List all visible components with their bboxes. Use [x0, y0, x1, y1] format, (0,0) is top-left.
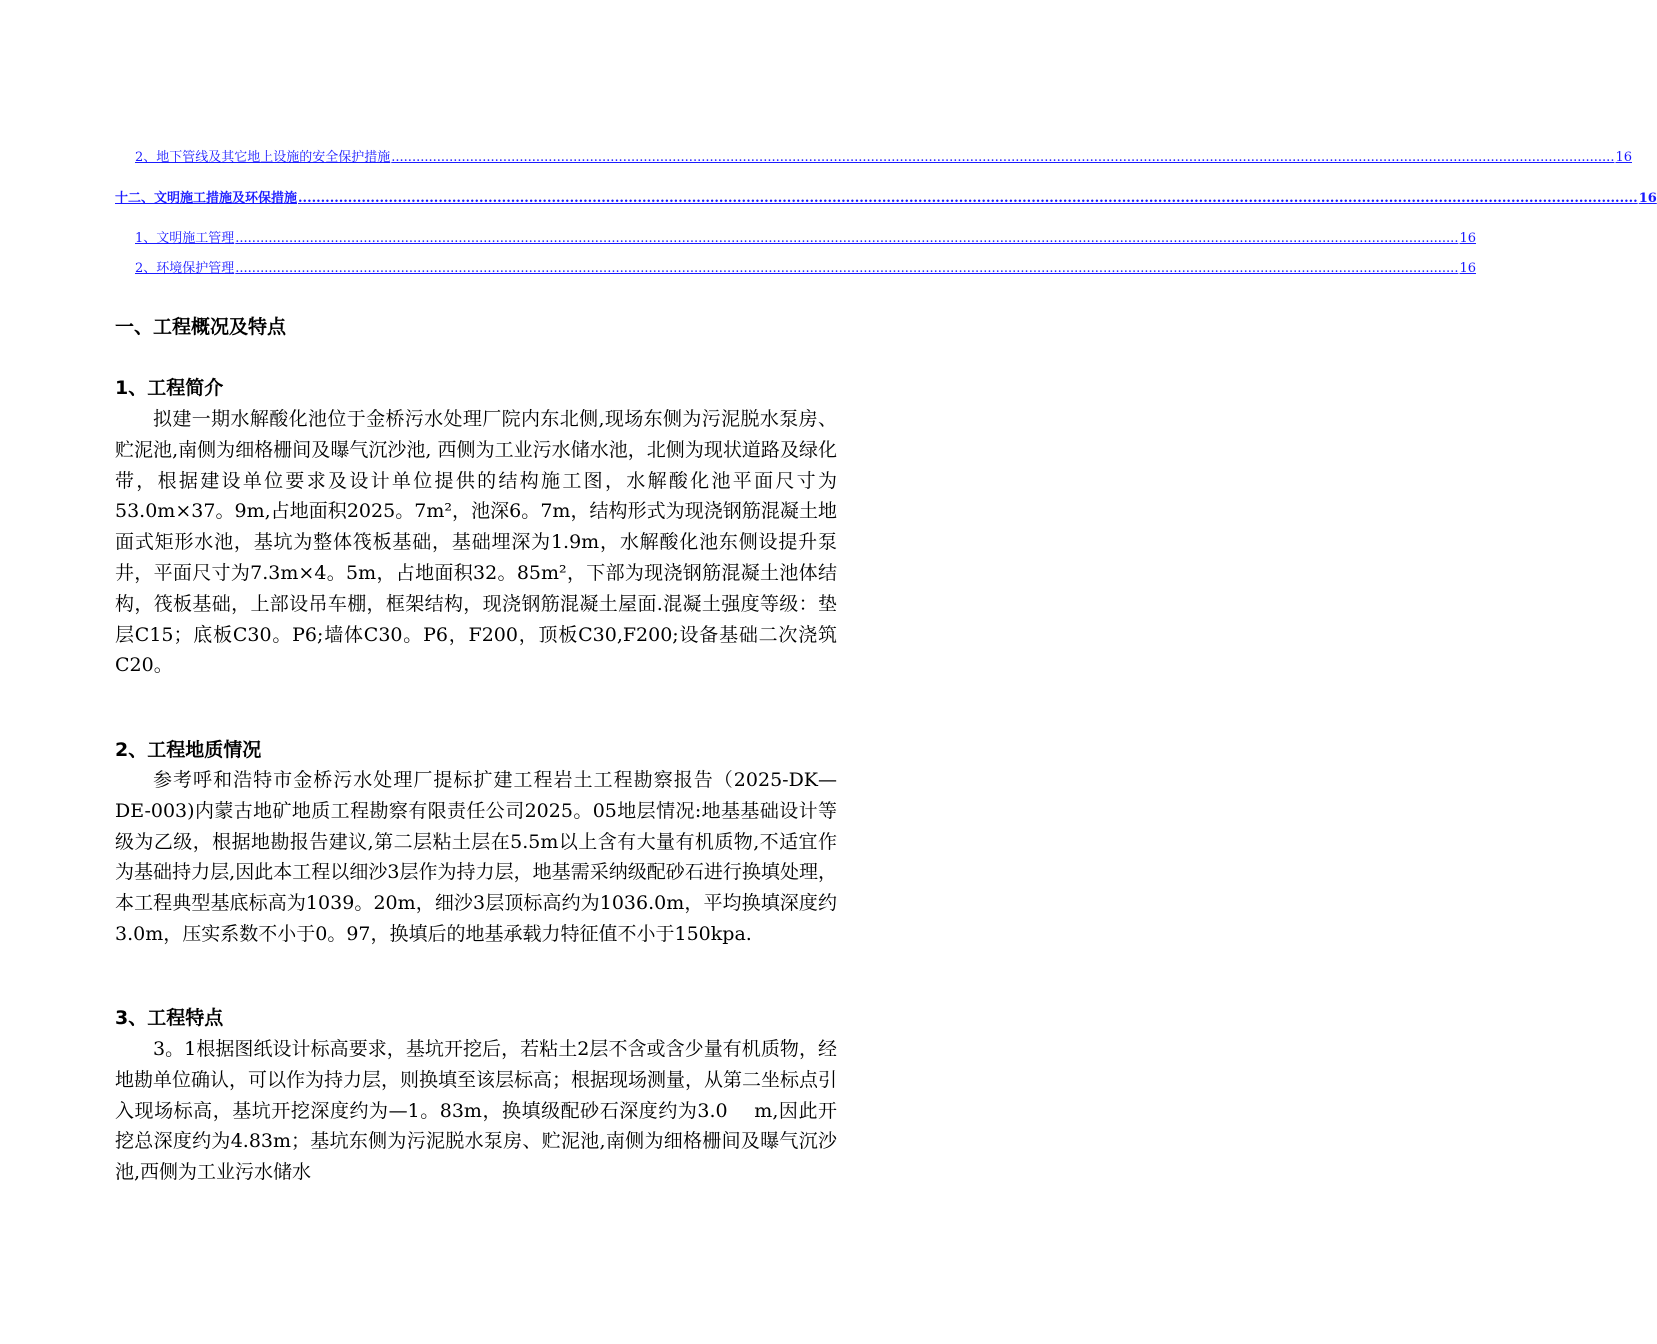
chapter-heading: 一、工程概况及特点	[115, 316, 287, 338]
section-heading-features: 3、工程特点	[115, 1007, 224, 1029]
toc-leader-dots: ........................................................................................................................................................................................................................................................................................................	[235, 261, 1459, 276]
toc-entry-environmental-protection[interactable]	[135, 257, 1476, 276]
toc-entry-underground-pipelines[interactable]	[135, 146, 1632, 165]
paragraph-features: 3。1根据图纸设计标高要求，基坑开挖后，若粘土2层不含或含少量有机质物，经地勘单位确认，可以作为持力层，则换填至该层标高；根据现场测量，从第二坐标点引入现场标高，基坑开挖深度约为—1。83m，换填级配砂石深度约为3.0 m,因此开挖总深度约为4.83m；基坑东侧为污泥脱水泵房、贮泥池,南侧为细格栅间及曝气沉沙池,西侧为工业污水储水	[115, 1038, 838, 1184]
toc-entry-label: 1、文明施工管理	[135, 231, 235, 246]
toc-leader-dots: ........................................................................................................................................................................................................................................................................................................	[298, 191, 1638, 206]
toc-entry-label: 2、环境保护管理	[135, 261, 235, 276]
toc-entry-label: 十二、文明施工措施及环保措施	[115, 191, 298, 206]
toc-entry-label: 2、地下管线及其它地上设施的安全保护措施	[135, 150, 391, 165]
paragraph-geology: 参考呼和浩特市金桥污水处理厂提标扩建工程岩土工程勘察报告（2025-DK—DE-003)内蒙古地矿地质工程勘察有限责任公司2025。05地层情况:地基基础设计等级为乙级，根据地勘报告建议,第二层粘土层在5.5m以上含有大量有机质物,不适宜作为基础持力层,因此本工程以细沙3层作为持力层，地基需采纳级配砂石进行换填处理，本工程典型基底标高为1039。20m，细沙3层顶标高约为1036.0m，平均换填深度约3.0m，压实系数不小于0。97，换填后的地基承载力特征值不小于150kpa.	[115, 769, 837, 945]
toc-page-number: 16	[1615, 150, 1632, 165]
toc-page-number: 16	[1459, 231, 1476, 246]
toc-entry-civilized-construction-chapter[interactable]	[115, 187, 1657, 206]
paragraph-project-intro: 拟建一期水解酸化池位于金桥污水处理厂院内东北侧,现场东侧为污泥脱水泵房、贮泥池,南侧为细格栅间及曝气沉沙池, 西侧为工业污水储水池，北侧为现状道路及绿化带，根据建设单位要求及设计单位提供的结构施工图，水解酸化池平面尺寸为53.0m×37。9m,占地面积2025。7m²，池深6。7m，结构形式为现浇钢筋混凝土地面式矩形水池，基坑为整体筏板基础，基础埋深为1.9m，水解酸化池东侧设提升泵井，平面尺寸为7.3m×4。5m，占地面积32。85m²，下部为现浇钢筋混凝土池体结构，筏板基础，上部设吊车棚，框架结构，现浇钢筋混凝土屋面.混凝土强度等级：垫层C15；底板C30。P6;墙体C30。P6，F200，顶板C30,F200;设备基础二次浇筑C20。	[115, 408, 837, 677]
toc-leader-dots: ........................................................................................................................................................................................................................................................................................................	[391, 150, 1615, 165]
section-heading-geology: 2、工程地质情况	[115, 739, 262, 761]
toc-entry-civilized-construction-management[interactable]	[135, 227, 1476, 246]
toc-page-number: 16	[1638, 191, 1657, 206]
section-heading-project-intro: 1、工程简介	[115, 377, 224, 399]
toc-page-number: 16	[1459, 261, 1476, 276]
toc-leader-dots: ........................................................................................................................................................................................................................................................................................................	[235, 231, 1459, 246]
